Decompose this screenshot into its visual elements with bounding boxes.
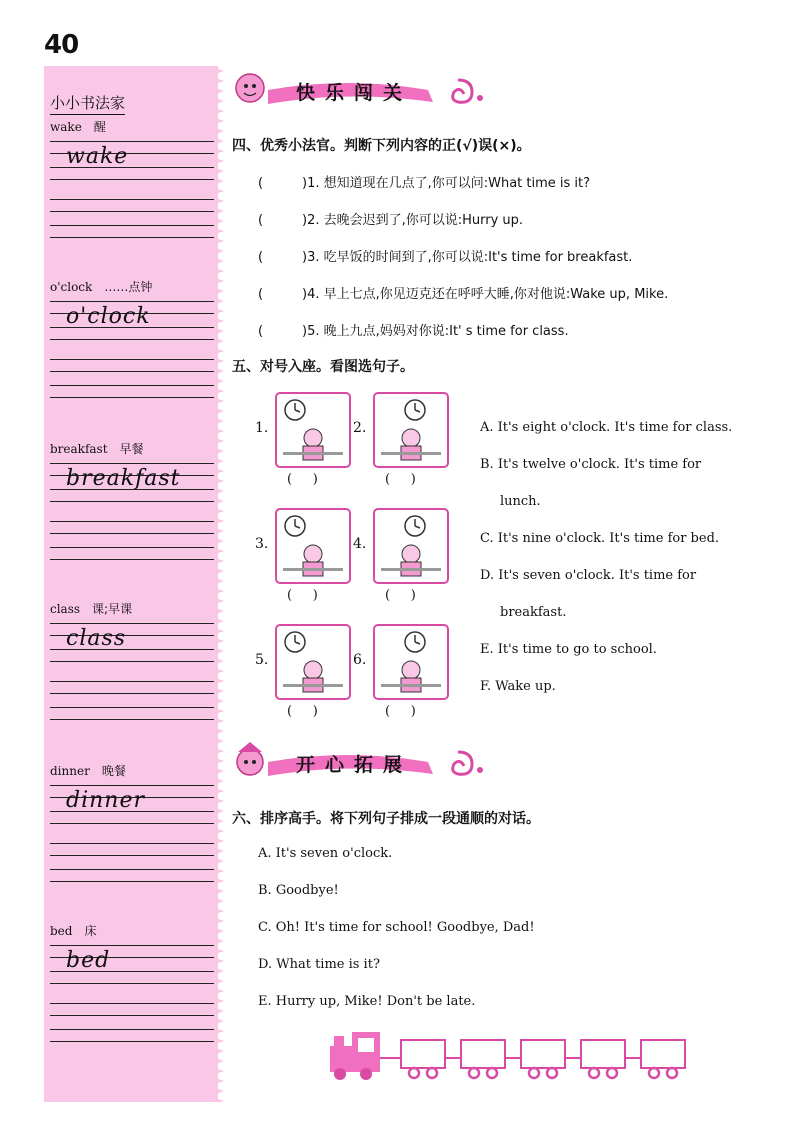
vocab-item (50, 278, 214, 397)
vocab-label (50, 118, 214, 135)
vocab-label (50, 440, 214, 457)
answer-paren[interactable]: ( (258, 176, 264, 191)
writing-lines-practice[interactable] (50, 199, 214, 237)
dialogue-sentence: E. Hurry up, Mike! Don't be late. (258, 994, 476, 1009)
answer-paren[interactable]: ( ) (385, 472, 416, 487)
sentence-option: C. It's nine o'clock. It's time for bed. (480, 531, 720, 546)
writing-lines-sample (50, 945, 214, 983)
answer-paren[interactable]: ( (258, 213, 264, 228)
vocab-item (50, 922, 214, 1041)
answer-paren[interactable]: ( ) (287, 704, 318, 719)
dialogue-sentence: A. It's seven o'clock. (258, 846, 393, 861)
writing-lines-sample (50, 623, 214, 661)
vocab-english: dinner (50, 764, 90, 778)
judge-item (258, 209, 523, 228)
clock-scene-icon (375, 510, 447, 582)
judge-item (258, 283, 668, 302)
answer-paren[interactable]: ( ) (385, 588, 416, 603)
train-car-box[interactable] (581, 1040, 625, 1078)
vocab-english: breakfast (50, 442, 108, 456)
section4-title: 四、优秀小法官。判断下列内容的正(√)误(×)。 (232, 138, 531, 154)
writing-lines-sample (50, 463, 214, 501)
train-car-box[interactable] (401, 1040, 445, 1078)
sidebar-title: 小小书法家 (50, 92, 125, 115)
vocab-chinese: 晚餐 (101, 764, 126, 778)
vocab-item (50, 440, 214, 559)
sentence-option: D. It's seven o'clock. It's time for (480, 568, 697, 583)
handwritten-word: bed (66, 948, 111, 973)
section6-title: 六、排序高手。将下列句子排成一段通顺的对话。 (232, 811, 540, 827)
vocab-label (50, 922, 214, 939)
picture-number: 3. (255, 536, 269, 552)
writing-lines-practice[interactable] (50, 1003, 214, 1041)
picture-number: 2. (353, 420, 367, 436)
writing-lines-practice[interactable] (50, 521, 214, 559)
handwritten-word: breakfast (66, 466, 181, 491)
scene-picture (275, 624, 351, 700)
judge-item-text: )2. 去晚会迟到了,你可以说:Hurry up. (302, 213, 524, 228)
vocab-english: bed (50, 924, 73, 938)
answer-paren[interactable]: ( (258, 287, 264, 302)
sentence-option: E. It's time to go to school. (480, 642, 657, 657)
vocab-label (50, 600, 214, 617)
vocab-chinese: 课;早课 (92, 602, 133, 616)
dialogue-sentence: C. Oh! It's time for school! Goodbye, Dad! (258, 920, 535, 935)
sentence-option: lunch. (500, 494, 541, 509)
vocab-english: class (50, 602, 81, 616)
writing-lines-sample (50, 785, 214, 823)
picture-number: 6. (353, 652, 367, 668)
vocab-chinese: 早餐 (119, 442, 144, 456)
writing-lines-sample (50, 141, 214, 179)
writing-lines-practice[interactable] (50, 843, 214, 881)
writing-lines-practice[interactable] (50, 681, 214, 719)
handwritten-word: dinner (66, 788, 145, 813)
vocab-chinese: ……点钟 (104, 280, 153, 294)
vocab-item (50, 762, 214, 881)
vocab-label (50, 278, 214, 295)
vocab-item (50, 600, 214, 719)
scene-picture (275, 392, 351, 468)
judge-item-text: )1. 想知道现在几点了,你可以问:What time is it? (302, 176, 591, 191)
clock-scene-icon (277, 510, 349, 582)
scene-picture (275, 508, 351, 584)
clock-scene-icon (375, 626, 447, 698)
page-number: 40 (44, 30, 79, 60)
judge-item (258, 320, 569, 339)
banner-title: 开心拓展 (296, 754, 413, 776)
answer-paren[interactable]: ( (258, 324, 264, 339)
handwritten-word: wake (66, 144, 129, 169)
vocab-english: wake (50, 120, 82, 134)
judge-item-text: )4. 早上七点,你见迈克还在呼呼大睡,你对他说:Wake up, Mike. (302, 287, 669, 302)
sentence-option: B. It's twelve o'clock. It's time for (480, 457, 702, 472)
picture-number: 1. (255, 420, 269, 436)
vocab-english: o'clock (50, 280, 93, 294)
vocab-label (50, 762, 214, 779)
sentence-option: F. Wake up. (480, 679, 556, 694)
judge-item (258, 246, 632, 265)
judge-item-text: )3. 吃早饭的时间到了,你可以说:It's time for breakfast. (302, 250, 633, 265)
writing-lines-sample (50, 301, 214, 339)
train-car-box[interactable] (641, 1040, 685, 1078)
dialogue-sentence: D. What time is it? (258, 957, 380, 972)
dialogue-sentence: B. Goodbye! (258, 883, 339, 898)
vocab-chinese: 醒 (93, 120, 106, 134)
writing-lines-practice[interactable] (50, 359, 214, 397)
answer-paren[interactable]: ( ) (385, 704, 416, 719)
sentence-option: A. It's eight o'clock. It's time for class. (480, 420, 733, 435)
judge-item-text: )5. 晚上九点,妈妈对你说:It' s time for class. (302, 324, 569, 339)
answer-paren[interactable]: ( ) (287, 472, 318, 487)
banner-title: 快乐闯关 (296, 82, 413, 104)
handwritten-word: o'clock (66, 304, 151, 329)
banner-happy-challenge (228, 68, 498, 114)
judge-item (258, 172, 590, 191)
scene-picture (373, 392, 449, 468)
handwritten-word: class (66, 626, 127, 651)
banner-happy-extension (228, 740, 498, 786)
train-answer-boxes (326, 1028, 696, 1084)
vocab-chinese: 床 (84, 924, 97, 938)
sentence-option: breakfast. (500, 605, 567, 620)
clock-scene-icon (375, 394, 447, 466)
picture-number: 4. (353, 536, 367, 552)
answer-paren[interactable]: ( (258, 250, 264, 265)
scene-picture (373, 624, 449, 700)
section5-title: 五、对号入座。看图选句子。 (232, 359, 414, 375)
vocab-item (50, 118, 214, 237)
train-car-box[interactable] (461, 1040, 505, 1078)
clock-scene-icon (277, 626, 349, 698)
train-car-box[interactable] (521, 1040, 565, 1078)
answer-paren[interactable]: ( ) (287, 588, 318, 603)
scene-picture (373, 508, 449, 584)
picture-number: 5. (255, 652, 269, 668)
train-engine-icon (330, 1032, 380, 1080)
clock-scene-icon (277, 394, 349, 466)
